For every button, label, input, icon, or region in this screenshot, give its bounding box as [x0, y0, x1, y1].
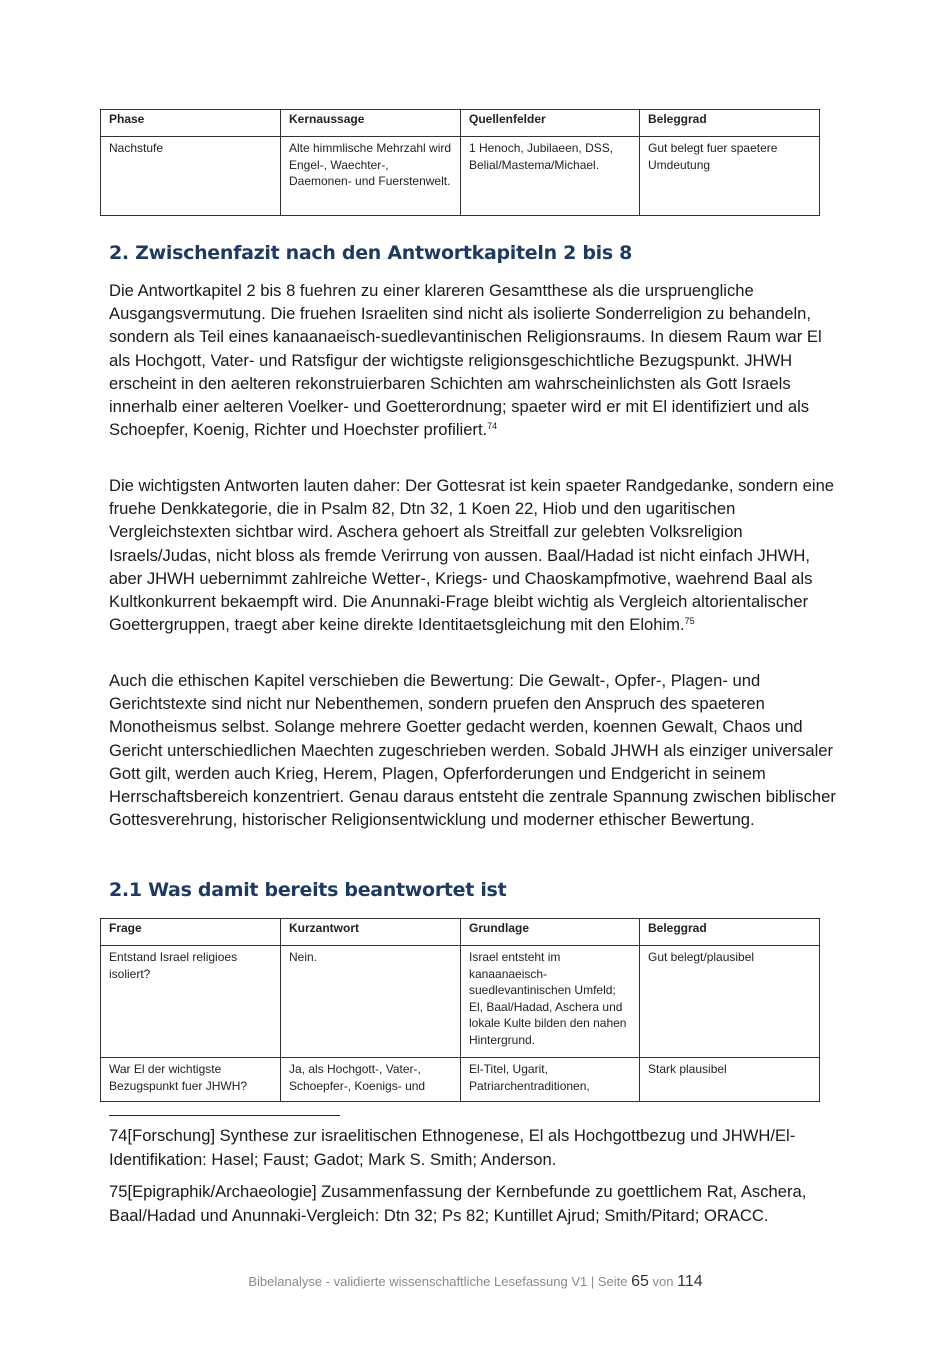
- table-cell: Israel entsteht im kanaanaeisch-suedlevantinischen Umfeld; El, Baal/Hadad, Aschera und lokale Kulte bilden den nahen Hintergrund.: [461, 946, 640, 1058]
- footnote-ref: 74: [487, 421, 498, 432]
- table-cell: Entstand Israel religioes isoliert?: [101, 946, 281, 1058]
- table-cell: Stark plausibel: [640, 1058, 820, 1102]
- table-row: [101, 137, 820, 216]
- column-header: Grundlage: [461, 919, 640, 946]
- page-total: 114: [677, 1273, 703, 1290]
- answers-table: [100, 918, 820, 1102]
- table-row: [101, 1058, 820, 1102]
- table-cell: Gut belegt/plausibel: [640, 946, 820, 1058]
- table-cell: Nachstufe: [101, 137, 281, 216]
- footnote: 75[Epigraphik/Archaeologie] Zusammenfassung der Kernbefunde zu goettlichem Rat, Aschera, Baal/Hadad und Anunnaki-Vergleich: Dtn 32; Ps 82; Kuntillet Ajrud; Smith/Pitard; ORACC.: [109, 1182, 807, 1225]
- phase-table: [100, 109, 820, 216]
- table-header-row: [101, 919, 820, 946]
- column-header: Frage: [101, 919, 281, 946]
- column-header: Beleggrad: [640, 110, 820, 137]
- table-cell: War El der wichtigste Bezugspunkt fuer JHWH?: [101, 1058, 281, 1102]
- body-paragraph: Die Antwortkapitel 2 bis 8 fuehren zu einer klareren Gesamtthese als die urspruengliche Ausgangsvermutung. Die fruehen Israeliten sind nicht als isolierte Sonderreligion zu behandeln, sondern als Teil eines kanaanaeisch-suedlevantinischen Religionsraums. In diesem Raum war El als Hochgott, Vater- und Ratsfigur der wichtigste religionsgeschichtliche Bezugspunkt. JHWH erscheint in den aelteren rekonstruierbaren Schichten am wahrscheinlichsten als Gott Israels innerhalb einer aelteren Voelker- und Goetterordnung; spaeter wird er mit El identifiziert und als Schoepfer, Koenig, Richter und Hoechster profiliert.$^{74}$: [109, 281, 822, 440]
- column-header: Kurzantwort: [281, 919, 461, 946]
- footer-of: von: [652, 1274, 674, 1289]
- body-paragraph: Auch die ethischen Kapitel verschieben die Bewertung: Die Gewalt-, Opfer-, Plagen- und Gerichtstexte sind nicht nur Nebenthemen, sondern pruefen den Anspruch des spaeteren Monotheismus selbst. Solange mehrere Goetter gedacht werden, koennen Gewalt, Chaos und Gericht unterschiedlichen Maechten zugeschrieben werden. Sobald JHWH als einziger universaler Gott gilt, werden auch Krieg, Herem, Plagen, Opferforderungen und Endgericht in seinem Herrschaftsbereich konzentriert. Genau daraus entsteht die zentrale Spannung zwischen biblischer Gottesverehrung, historischer Religionsentwicklung und moderner ethischer Bewertung.: [109, 671, 836, 830]
- table-cell: 1 Henoch, Jubilaeen, DSS, Belial/Mastema/Michael.: [461, 137, 640, 216]
- footnote: 74[Forschung] Synthese zur israelitischen Ethnogenese, El als Hochgottbezug und JHWH/El-Identifikation: Hasel; Faust; Gadot; Mark S. Smith; Anderson.: [109, 1126, 796, 1169]
- column-header: Kernaussage: [281, 110, 461, 137]
- column-header: Quellenfelder: [461, 110, 640, 137]
- subsection-heading: 2.1 Was damit bereits beantwortet ist: [109, 879, 507, 901]
- footer-text: Bibelanalyse - validierte wissenschaftliche Lesefassung V1 | Seite: [248, 1274, 628, 1289]
- column-header: Phase: [101, 110, 281, 137]
- column-header: Beleggrad: [640, 919, 820, 946]
- table-cell: Nein.: [281, 946, 461, 1058]
- page-number: 65: [631, 1273, 649, 1290]
- footnote-ref: 75: [684, 616, 695, 627]
- table-cell: El-Titel, Ugarit, Patriarchentraditionen,: [461, 1058, 640, 1102]
- body-paragraph: Die wichtigsten Antworten lauten daher: Der Gottesrat ist kein spaeter Randgedanke, sondern eine fruehe Denkkategorie, die in Psalm 82, Dtn 32, 1 Koen 22, Hiob und den ugaritischen Vergleichstexten sichtbar wird. Aschera gehoert als Streitfall zur gelebten Volksreligion Israels/Judas, nicht bloss als fremde Verirrung von aussen. Baal/Hadad ist nicht einfach JHWH, aber JHWH uebernimmt zahlreiche Wetter-, Kriegs- und Chaoskampfmotive, waehrend Baal als Kultkonkurrent bekaempft wird. Die Anunnaki-Frage bleibt wichtig als Vergleich altorientalischer Goettergruppen, traegt aber keine direkte Identitaetsgleichung mit den Elohim.$^{75}$: [109, 476, 835, 635]
- table-cell: Ja, als Hochgott-, Vater-, Schoepfer-, Koenigs- und: [281, 1058, 461, 1102]
- footnote-separator: [109, 1115, 340, 1116]
- table-cell: Gut belegt fuer spaetere Umdeutung: [640, 137, 820, 216]
- table-row: [101, 946, 820, 1058]
- table-cell: Alte himmlische Mehrzahl wird Engel-, Waechter-, Daemonen- und Fuerstenwelt.: [281, 137, 461, 216]
- table-header-row: [101, 110, 820, 137]
- section-heading: 2. Zwischenfazit nach den Antwortkapiteln 2 bis 8: [109, 242, 633, 264]
- page-footer: [0, 1273, 951, 1291]
